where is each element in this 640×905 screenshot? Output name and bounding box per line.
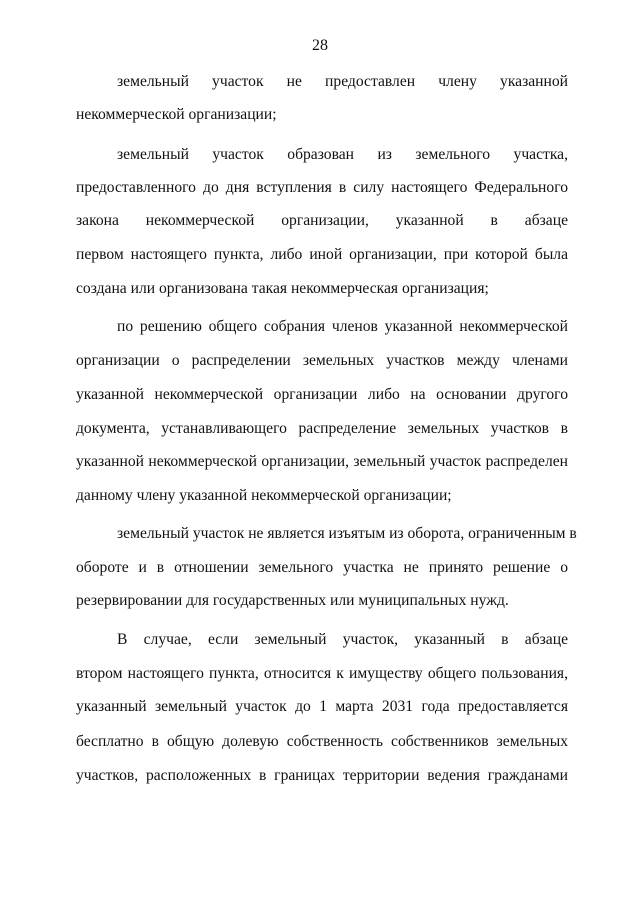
text-line: первом настоящего пункта, либо иной организации, при которой была xyxy=(76,246,568,263)
text-line: бесплатно в общую долевую собственность собственников земельных xyxy=(76,733,568,750)
text-line: некоммерческой организации; xyxy=(76,106,277,123)
text-line: указанный земельный участок до 1 марта 2031 года предоставляется xyxy=(76,698,568,715)
text-line: резервировании для государственных или муниципальных нужд. xyxy=(76,592,509,609)
text-line: документа, устанавливающего распределение земельных участков в xyxy=(76,420,568,437)
text-line: данному члену указанной некоммерческой организации; xyxy=(76,487,452,504)
text-line: земельный участок не предоставлен члену указанной xyxy=(117,73,568,90)
text-line: предоставленного до дня вступления в силу настоящего Федерального xyxy=(76,179,568,196)
text-line: создана или организована такая некоммерческая организация; xyxy=(76,280,489,297)
text-line: В случае, если земельный участок, указанный в абзаце xyxy=(117,631,568,648)
text-line: втором настоящего пункта, относится к имуществу общего пользования, xyxy=(76,665,568,682)
text-line: обороте и в отношении земельного участка не принято решение о xyxy=(76,559,568,576)
text-line: указанной некоммерческой организации, земельный участок распределен xyxy=(76,453,568,470)
text-line: земельный участок образован из земельного участка, xyxy=(117,146,568,163)
page-number: 28 xyxy=(312,37,328,54)
text-line: закона некоммерческой организации, указанной в абзаце xyxy=(76,212,568,229)
text-line: организации о распределении земельных участков между членами xyxy=(76,352,568,369)
text-line: указанной некоммерческой организации либо на основании другого xyxy=(76,386,568,403)
text-line: земельный участок не является изъятым из оборота, ограниченным в xyxy=(117,525,577,542)
text-line: по решению общего собрания членов указанной некоммерческой xyxy=(117,318,568,335)
text-line: участков, расположенных в границах территории ведения гражданами xyxy=(76,767,568,784)
